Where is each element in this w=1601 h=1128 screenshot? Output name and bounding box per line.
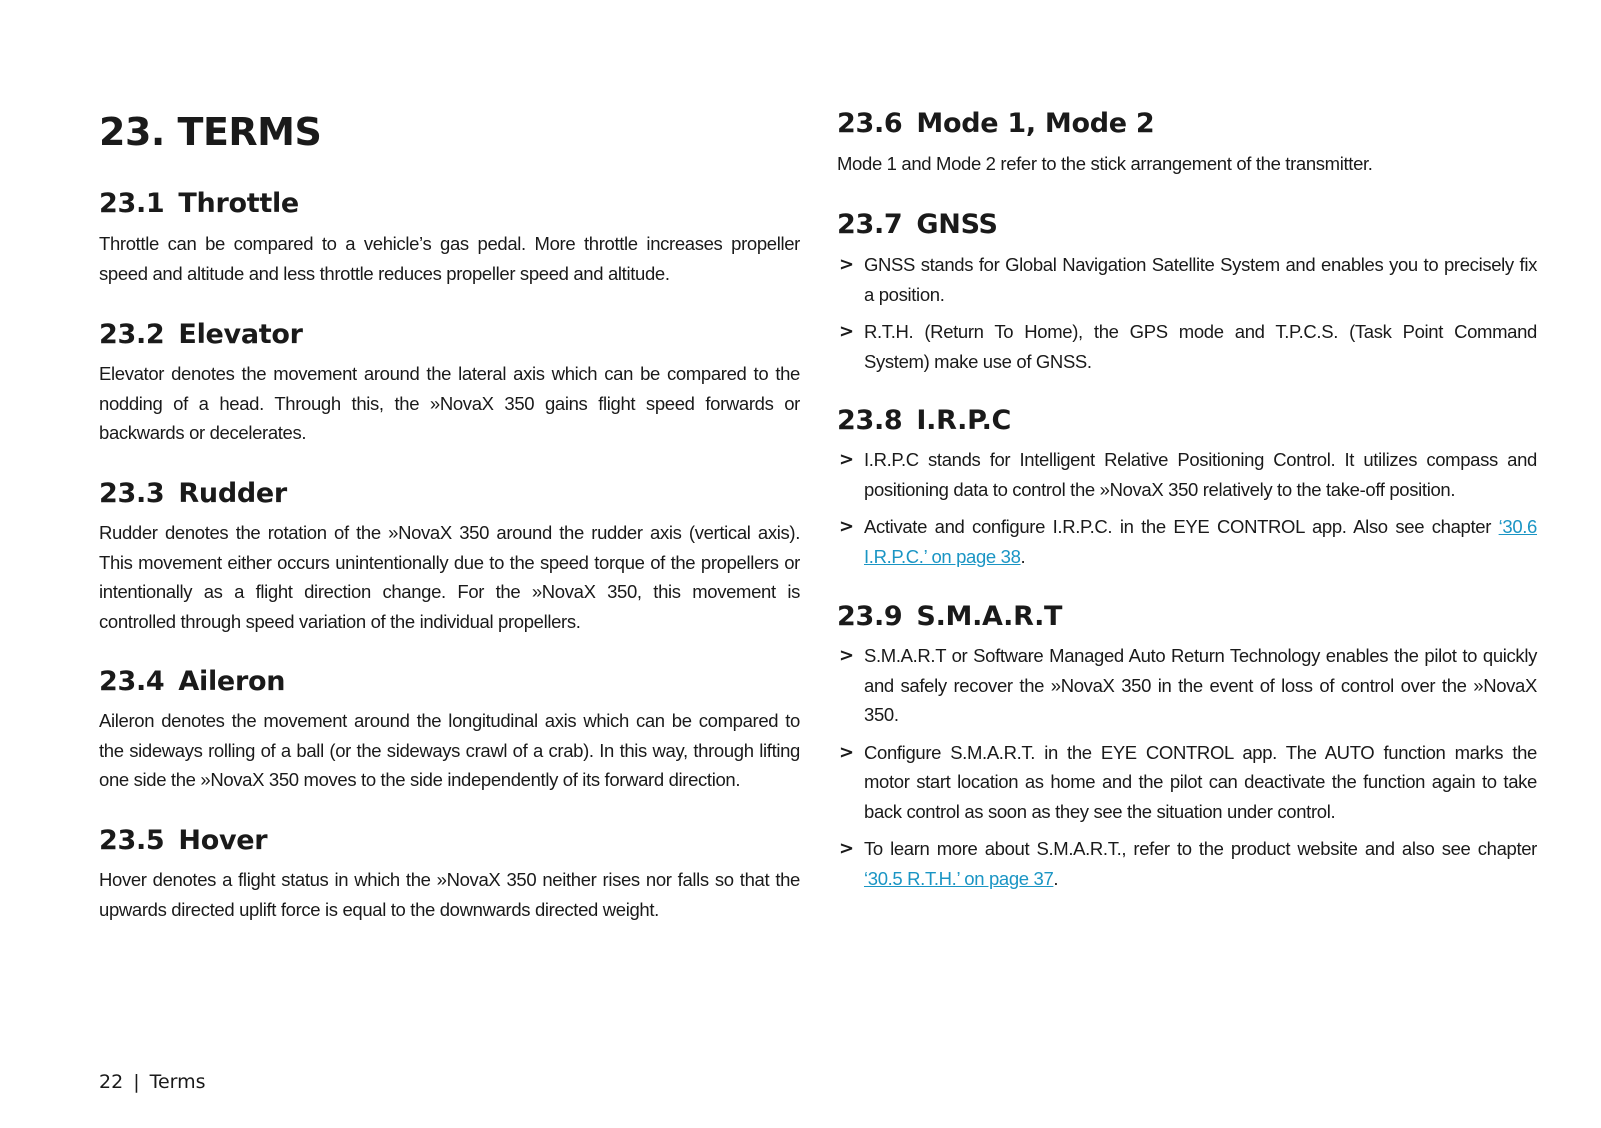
list-item: > S.M.A.R.T or Software Managed Auto Return Technology enables the pilot to quickly and safely recover the »NovaX 350 in the event of loss of control over the »NovaX 350. xyxy=(837,641,1537,730)
text-hover: Hover denotes a flight status in which the »NovaX 350 neither rises nor falls so that the upwards directed uplift force is equal to the downwards directed weight. xyxy=(99,869,800,920)
list-item: > GNSS stands for Global Navigation Satellite System and enables you to precisely fix a position. xyxy=(837,250,1537,309)
heading-hover: 23.5 Hover xyxy=(99,825,268,856)
chapter-title: 23. TERMS xyxy=(99,110,322,154)
footer-separator: | xyxy=(133,1071,140,1093)
list-item: > R.T.H. (Return To Home), the GPS mode and T.P.C.S. (Task Point Command System) make use of GNSS. xyxy=(837,317,1537,376)
list-item: > To learn more about S.M.A.R.T., refer to the product website and also see chapter ‘30.5 R.T.H.’ on page 37. xyxy=(837,834,1537,893)
bullet-arrow-icon: > xyxy=(839,254,854,275)
list-item: > Activate and configure I.R.P.C. in the EYE CONTROL app. Also see chapter ‘30.6 I.R.P.C.’ on page 38. xyxy=(837,512,1537,571)
footer-section: Terms xyxy=(149,1071,206,1093)
list-irpc xyxy=(837,445,1537,579)
heading-rudder: 23.3 Rudder xyxy=(99,478,287,509)
bullet-arrow-icon: > xyxy=(839,741,854,763)
link-irpc-chapter[interactable]: ‘30.6 I.R.P.C.’ on page 38 xyxy=(864,516,1537,567)
text-elevator: Elevator denotes the movement around the lateral axis which can be compared to the nodding of a head. Through this, the »NovaX 350 gains flight speed forwards or backwards or decelerates. xyxy=(99,363,800,443)
heading-gnss: 23.7 GNSS xyxy=(837,209,998,240)
list-gnss xyxy=(837,250,1537,384)
bullet-arrow-icon: > xyxy=(839,516,854,537)
text-rudder: Rudder denotes the rotation of the »NovaX 350 around the rudder axis (vertical axis). This movement either occurs unintentionally due to the speed torque of the propellers or intentionally as a flight direction change. For the »NovaX 350, this movement is controlled through speed variation of the individual propellers. xyxy=(99,522,800,632)
heading-mode: 23.6 Mode 1, Mode 2 xyxy=(837,108,1155,139)
bullet-arrow-icon: > xyxy=(839,645,854,666)
list-item: > Configure S.M.A.R.T. in the EYE CONTROL app. The AUTO function marks the motor start location as home and the pilot can deactivate the function again to take back control as soon as they see the situation under control. xyxy=(837,738,1537,827)
heading-smart: 23.9 S.M.A.R.T xyxy=(837,601,1063,632)
bullet-arrow-icon: > xyxy=(839,449,854,470)
text-mode: Mode 1 and Mode 2 refer to the stick arrangement of the transmitter. xyxy=(837,153,1373,174)
list-smart xyxy=(837,641,1537,901)
text-throttle: Throttle can be compared to a vehicle’s gas pedal. More throttle increases propeller speed and altitude and less throttle reduces propeller speed and altitude. xyxy=(99,233,800,284)
link-rth-chapter[interactable]: ‘30.5 R.T.H.’ on page 37 xyxy=(864,867,1054,889)
bullet-arrow-icon: > xyxy=(839,321,854,342)
text-aileron: Aileron denotes the movement around the longitudinal axis which can be compared to the sideways rolling of a ball (or the sideways crawl of a crab). In this way, through lifting one side the »NovaX 350 moves to the side independently of its forward direction. xyxy=(99,710,800,790)
bullet-arrow-icon: > xyxy=(839,838,854,859)
page-footer xyxy=(99,1071,206,1093)
heading-elevator: 23.2 Elevator xyxy=(99,319,303,350)
heading-throttle: 23.1 Throttle xyxy=(99,188,299,219)
heading-aileron: 23.4 Aileron xyxy=(99,666,286,697)
list-item: > I.R.P.C stands for Intelligent Relative Positioning Control. It utilizes compass and positioning data to control the »NovaX 350 relatively to the take-off position. xyxy=(837,445,1537,504)
page-number: 22 xyxy=(99,1071,124,1093)
heading-irpc: 23.8 I.R.P.C xyxy=(837,405,1012,436)
